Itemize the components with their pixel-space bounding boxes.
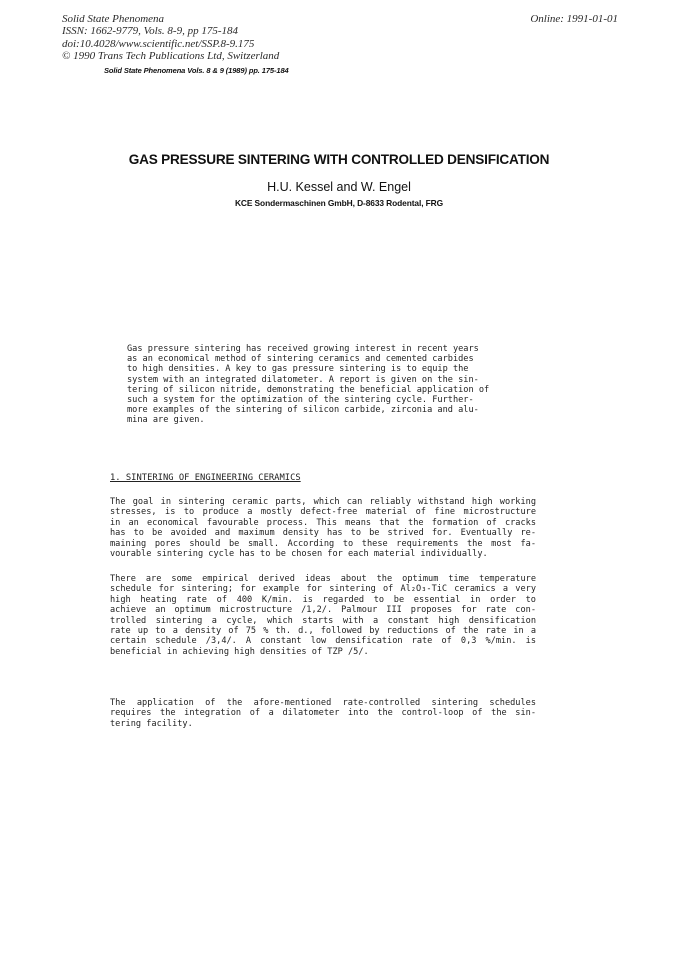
abstract-line: Gas pressure sintering has received growing interest in recent years <box>127 344 479 354</box>
paper-authors: H.U. Kessel and W. Engel <box>267 180 411 194</box>
text-line: high heating rate of 400 K/min. is regarded to be essential in order to <box>110 594 536 605</box>
journal-name: Solid State Phenomena <box>62 13 165 25</box>
journal-reference: Solid State Phenomena Vols. 8 & 9 (1989) pp. 175-184 <box>104 66 289 75</box>
text-line: beneficial in achieving high densities of TZP /5/. <box>110 646 369 657</box>
abstract-line: to high densities. A key to gas pressure sintering is to equip the <box>127 364 469 375</box>
text-line: vourable sintering cycle has to be chosen for each material individually. <box>110 549 488 560</box>
text-line: certain schedule /3,4/. A constant low densification rate of 0,3 %/min. is <box>110 636 536 647</box>
author-affiliation: KCE Sondermaschinen GmbH, D-8633 Rodental, FRG <box>234 198 444 208</box>
text-line: stresses, is to produce a mostly defect-free material of fine microstructure <box>110 507 536 518</box>
abstract-line: system with an integrated dilatometer. A report is given on the sin- <box>127 374 479 385</box>
abstract <box>127 344 489 426</box>
text-line: requires the integration of a dilatometer into the control-loop of the sin- <box>110 708 536 719</box>
abstract-line: such a system for the optimization of the sintering cycle. Further- <box>127 395 474 406</box>
section-heading: 1. SINTERING OF ENGINEERING CERAMICS <box>110 473 301 483</box>
text-line: has to be avoided and maximum density has to be strived for. Eventually re- <box>110 528 536 539</box>
online-date: Online: 1991-01-01 <box>530 13 618 25</box>
publication-metadata <box>62 13 279 63</box>
paper-title: GAS PRESSURE SINTERING WITH CONTROLLED DENSIFICATION <box>128 152 550 167</box>
abstract-line: more examples of the sintering of silicon carbide, zirconia and alu- <box>127 405 479 416</box>
abstract-line: mina are given. <box>127 415 205 426</box>
body-paragraph-2 <box>110 574 536 657</box>
text-line: rate up to a density of 75 % th. d., followed by reductions of the rate in a <box>110 626 536 637</box>
text-line: tering facility. <box>110 718 193 729</box>
doi-line: doi:10.4028/www.scientific.net/SSP.8-9.175 <box>62 37 255 50</box>
text-line: trolled sintering a cycle, which starts with a constant high densification <box>110 615 536 626</box>
body-paragraph-1 <box>110 497 536 559</box>
text-line: The application of the afore-mentioned rate-controlled sintering schedules <box>110 698 536 708</box>
text-line: in an economical favourable process. This means that the formation of cracks <box>110 517 536 528</box>
text-line: achieve an optimum microstructure /1,2/. Palmour III proposes for rate con- <box>110 605 536 616</box>
text-line: schedule for sintering; for example for sintering of Al₂O₃-TiC ceramics a very <box>110 584 536 595</box>
issn-line: ISSN: 1662-9779, Vols. 8-9, pp 175-184 <box>62 25 238 38</box>
copyright-line: © 1990 Trans Tech Publications Ltd, Switzerland <box>62 50 280 63</box>
text-line: The goal in sintering ceramic parts, which can reliably withstand high working <box>110 497 536 507</box>
abstract-line: tering of silicon nitride, demonstrating the beneficial application of <box>127 384 490 395</box>
text-line: maining pores should be small. According to these requirements the most fa- <box>110 538 536 549</box>
body-paragraph-3 <box>110 698 536 729</box>
text-line: There are some empirical derived ideas about the optimum time temperature <box>110 574 536 584</box>
abstract-line: as an economical method of sintering ceramics and cemented carbides <box>127 354 474 365</box>
